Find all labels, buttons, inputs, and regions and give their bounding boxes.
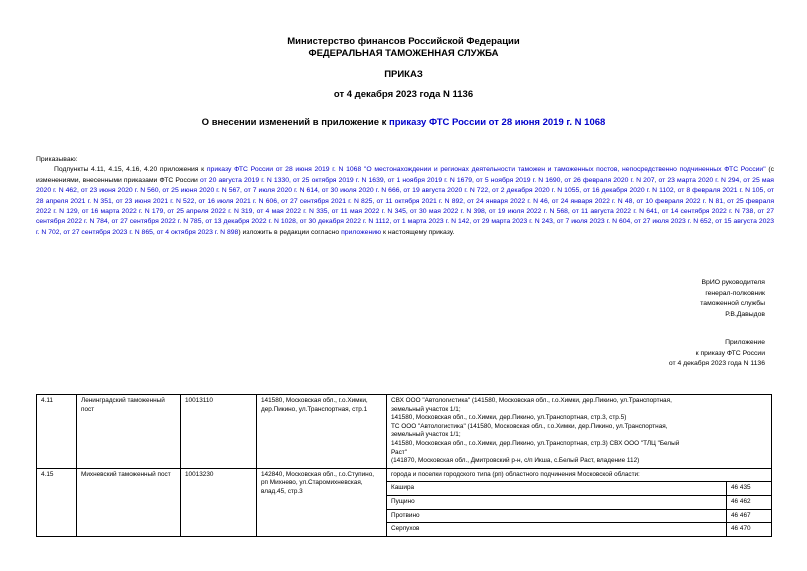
para-start: Подпункты 4.11, 4.15, 4.16, 4.20 приложения к — [54, 166, 207, 174]
post-name: Ленинградский таможенный пост — [77, 395, 181, 469]
municipality-name: Пущино — [387, 495, 727, 509]
municipality-name: Кашира — [387, 482, 727, 496]
para-end: к настоящему приказу. — [381, 228, 455, 236]
service-name: ФЕДЕРАЛЬНАЯ ТАМОЖЕННАЯ СЛУЖБА — [308, 48, 499, 59]
table-row — [37, 395, 772, 469]
doc-title — [0, 117, 807, 128]
main-paragraph — [36, 165, 774, 238]
customs-posts-table — [36, 394, 772, 537]
para-mid1: (с изменениями, внесенными приказами ФТС России — [36, 166, 774, 184]
intro-text: Приказываю: — [36, 156, 78, 163]
post-address: 141580, Московская обл., г.о.Химки, дер.Пикино, ул.Транспортная, стр.1 — [257, 395, 387, 469]
signature-line-3: таможенной службы — [700, 300, 765, 308]
table-row — [37, 468, 772, 536]
municipality-name: Протвино — [387, 509, 727, 523]
appendix-line-1: Приложение — [725, 339, 765, 346]
signature-line-2: генерал-полковник — [705, 289, 765, 297]
address-line: 142840, Московская обл., г.о.Ступино, рп Михнево, ул.Старомихневская, — [261, 470, 375, 487]
appendix-line-2: к приказу ФТС России — [695, 349, 765, 357]
municipality-code: 46 470 — [727, 523, 772, 536]
row-number: 4.11 — [37, 395, 77, 469]
order-link-1068[interactable]: приказу ФТС России от 28 июня 2019 г. N 1068 "О местонахождении и регионах деятельности таможен и таможенных постов, непосредственно подчиненных ФТС России" — [206, 166, 766, 174]
municipality-code: 46 435 — [727, 482, 772, 496]
region-cell — [387, 468, 772, 536]
region-line: 141580, Московская обл., г.о.Химки, дер.Пикино, ул.Транспортная, стр.3) СВХ ООО "ТЛЦ "Белый Раст" — [391, 439, 680, 456]
para-mid2: ) изложить в редакции согласно — [238, 228, 342, 236]
list-item — [387, 495, 771, 509]
appendix-line-3: от 4 декабря 2023 года N 1136 — [668, 360, 765, 368]
municipality-code: 46 462 — [727, 495, 772, 509]
order-body — [36, 155, 774, 238]
municipality-code: 46 467 — [727, 509, 772, 523]
region-line: ТС ООО "Автологистика" (141580, Московская обл., г.о.Химки, дер.Пикино, ул.Транспортная, земельный участок 1/1; — [391, 422, 668, 439]
post-name: Михневский таможенный пост — [77, 468, 181, 536]
post-address — [257, 468, 387, 536]
region-line: 141580, Московская обл., г.о.Химки, дер.Пикино, ул.Транспортная, стр.3, стр.5) — [391, 414, 627, 422]
title-link[interactable]: приказу ФТС России от 28 июня 2019 г. N 1068 — [389, 117, 606, 128]
region-line: СВХ ООО "Автологистика" (141580, Московская обл., г.о.Химки, дер.Пикино, ул.Транспортная, земельный участок 1/1; — [391, 397, 672, 413]
doc-type: ПРИКАЗ — [384, 69, 423, 80]
list-item — [387, 509, 771, 523]
row-number: 4.15 — [37, 468, 77, 536]
list-item — [387, 523, 771, 536]
municipality-name: Серпухов — [387, 523, 727, 536]
post-code: 10013230 — [181, 468, 257, 536]
appendix-link[interactable]: приложению — [341, 228, 382, 236]
doc-date-number: от 4 декабря 2023 года N 1136 — [333, 89, 474, 100]
amendments-link[interactable]: от 20 августа 2019 г. N 1330, от 25 октября 2019 г. N 1639, от 1 ноября 2019 г. N 1679, от 5 ноября 2019 г. N 1690, от 26 февраля 2020 г. N 207, от 23 марта 2020 г. N 294, от 25 мая 2020 г. N 462, от 23 июня 2020 г. N 560, от 25 июня 2020 г. N 567, от 7 июля 2020 г. N 614, от 30 июля 2020 г. N 666, от 19 августа 2020 г. N 722, от 2 декабря 2020 г. N 1055, от 16 декабря 2020 г. N 1102, от 8 февраля 2021 г. N 105, от 28 апреля 2021 г. N 351, от 23 июня 2021 г. N 522, от 16 июля 2021 г. N 606, от 27 сентября 2021 г. N 825, от 11 октября 2021 г. N 892, от 24 января 2022 г. N 46, от 24 января 2022 г. N 48, от 10 февраля 2022 г. N 81, от 25 февраля 2022 г. N 129, от 16 марта 2022 г. N 179, от 25 апреля 2022 г. N 319, от 4 мая 2022 г. N 335, от 11 мая 2022 г. N 345, от 30 мая 2022 г. N 398, от 19 июля 2022 г. N 568, от 11 августа 2022 г. N 641, от 14 сентября 2022 г. N 738, от 27 сентября 2022 г. N 784, от 27 сентября 2022 г. N 785, от 13 декабря 2022 г. N 1028, от 30 декабря 2022 г. N 1112, от 1 марта 2023 г. N 142, от 29 марта 2023 г. N 243, от 7 июля 2023 г. N 604, от 27 июля 2023 г. N 652, от 15 августа 2023 г. N 702, от 27 сентября 2023 г. N 865, от 4 октября 2023 г. N 898 — [36, 176, 774, 236]
title-prefix: О внесении изменений в приложение к — [201, 117, 390, 128]
region-cell — [387, 395, 772, 469]
signature-line-4: Р.В.Давыдов — [725, 310, 765, 318]
region-items-table — [387, 469, 771, 536]
document-header — [0, 36, 807, 60]
ministry-name: Министерство финансов Российской Федерации — [287, 36, 520, 47]
appendix-header — [545, 338, 765, 370]
address-line: влад.45, стр.3 — [261, 487, 303, 495]
signature-block — [565, 278, 765, 320]
region-line: (141870, Московская обл., Дмитровский р-н, с/п Икша, с.Белый Раст, владение 112) — [391, 457, 640, 465]
post-code: 10013110 — [181, 395, 257, 469]
region-header: города и поселки городского типа (рп) областного подчинения Московской области: — [391, 470, 640, 478]
signature-line-1: ВрИО руководителя — [701, 279, 765, 286]
list-item — [387, 482, 771, 496]
